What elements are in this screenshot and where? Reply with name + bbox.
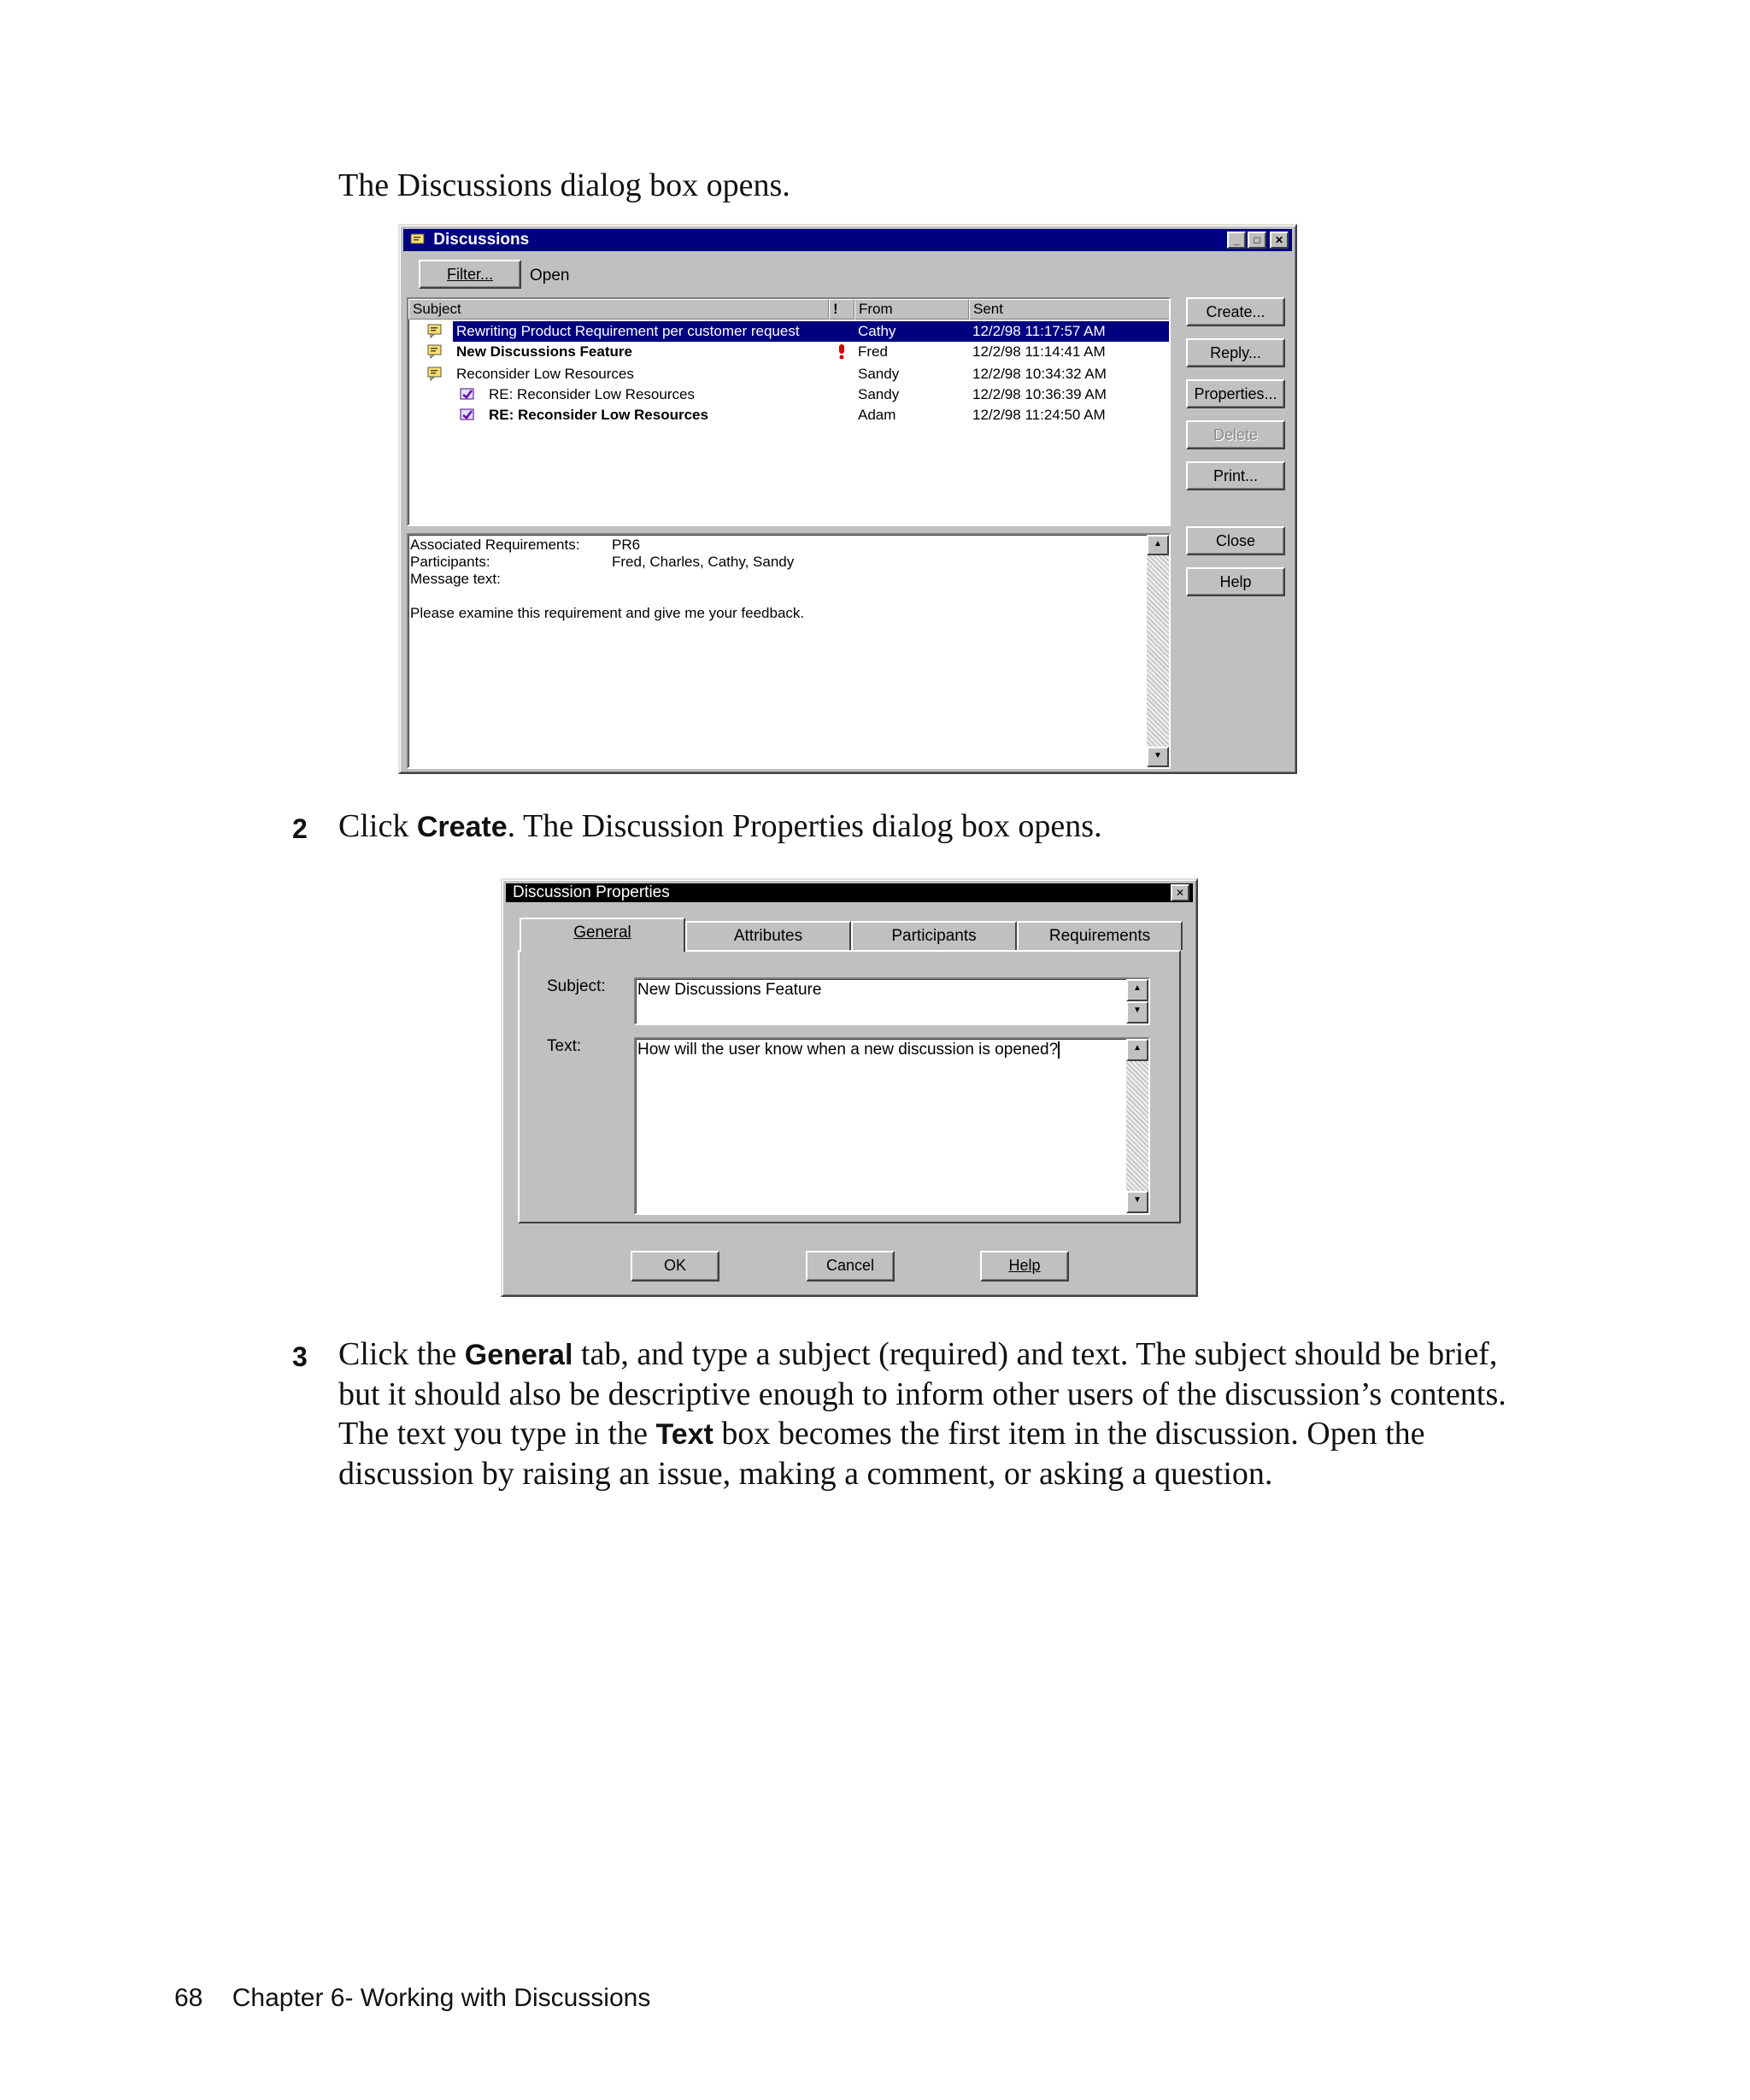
column-header-sent[interactable]: Sent [969, 299, 1171, 320]
table-row[interactable] [408, 342, 1169, 362]
table-row[interactable] [408, 405, 1169, 425]
subject-field-value: New Discussions Feature [637, 981, 822, 999]
cancel-button[interactable]: Cancel [806, 1251, 895, 1282]
tab-general[interactable]: General [520, 918, 685, 952]
assoc-req-value: PR6 [612, 537, 641, 553]
table-row[interactable] [408, 321, 1169, 342]
tab-attributes[interactable]: Attributes [685, 921, 851, 950]
maximize-icon[interactable]: □ [1248, 232, 1266, 249]
discussion-icon [427, 344, 444, 360]
create-keyword: Create [416, 811, 508, 843]
row-sent: 12/2/98 11:17:57 AM [972, 323, 1106, 339]
scroll-down-icon[interactable]: ▼ [1126, 1001, 1148, 1024]
participants-label: Participants: [410, 554, 490, 570]
reply-icon [460, 387, 477, 402]
discussions-title-bar[interactable] [403, 229, 1292, 251]
tab-strip [520, 921, 1177, 952]
properties-title-bar[interactable] [506, 883, 1193, 902]
step-3-number: 3 [292, 1341, 308, 1372]
row-from: Sandy [858, 366, 900, 382]
table-row[interactable] [408, 384, 1169, 405]
discussions-dialog [398, 224, 1297, 774]
delete-button[interactable]: Delete [1186, 420, 1285, 449]
intro-text: The Discussions dialog box opens. [338, 167, 790, 203]
discussion-details[interactable] [407, 533, 1171, 769]
step-2-number: 2 [292, 813, 308, 844]
help-button[interactable]: Help [980, 1251, 1069, 1282]
discussion-properties-dialog [501, 878, 1198, 1297]
details-scrollbar[interactable] [1147, 535, 1169, 767]
text-field-value: How will the user know when a new discussion is opened? [637, 1041, 1059, 1059]
create-button[interactable]: Create... [1186, 297, 1285, 326]
row-from: Sandy [858, 386, 900, 402]
page-number: 68 [174, 1984, 203, 2012]
scroll-down-icon[interactable]: ▼ [1147, 747, 1169, 767]
row-sent: 12/2/98 11:14:41 AM [972, 343, 1106, 360]
discussion-icon [427, 367, 444, 382]
reply-button[interactable]: Reply... [1186, 338, 1285, 367]
column-header-from[interactable]: From [854, 299, 969, 320]
text-scrollbar[interactable] [1126, 1039, 1148, 1213]
close-icon[interactable]: ✕ [1171, 884, 1189, 901]
tab-participants[interactable]: Participants [851, 921, 1017, 950]
step-3-text: Click the General tab, and type a subject (required) and text. The subject should be brief, but it should also be descriptive enough to inform other users of the discussion’s contents. The text you type in the Text box becomes the first item in the discussion. Open the discussion by raising an issue, making a comment, or asking a question. [338, 1336, 1506, 1492]
chapter-title: Chapter 6- Working with Discussions [232, 1984, 651, 2012]
row-subject: New Discussions Feature [456, 343, 632, 360]
row-subject: RE: Reconsider Low Resources [489, 386, 695, 402]
row-from: Cathy [858, 323, 896, 339]
discussions-title: Discussions [433, 231, 530, 249]
participants-value: Fred, Charles, Cathy, Sandy [612, 554, 795, 570]
row-subject: Rewriting Product Requirement per customer request [456, 323, 800, 339]
message-label: Message text: [410, 571, 501, 587]
subject-field[interactable] [634, 977, 1150, 1025]
print-button[interactable]: Print... [1186, 461, 1285, 490]
high-priority-icon [837, 343, 846, 361]
scroll-down-icon[interactable]: ▼ [1126, 1191, 1148, 1213]
text-label: Text: [547, 1037, 582, 1055]
scroll-up-icon[interactable]: ▲ [1126, 979, 1148, 1001]
text-field[interactable] [634, 1037, 1150, 1215]
general-tab-page [518, 950, 1181, 1223]
scroll-up-icon[interactable]: ▲ [1147, 535, 1169, 555]
filter-button[interactable]: Filter... [419, 260, 521, 289]
text-keyword: Text [655, 1418, 714, 1451]
page-footer [174, 1984, 650, 2013]
close-button[interactable]: Close [1186, 526, 1285, 555]
scroll-up-icon[interactable]: ▲ [1126, 1039, 1148, 1061]
properties-button[interactable]: Properties... [1186, 379, 1285, 408]
step-2-text: Click Create. The Discussion Properties dialog box opens. [338, 808, 1102, 844]
column-header-priority[interactable]: ! [829, 299, 854, 320]
row-from: Adam [858, 407, 896, 423]
help-button[interactable]: Help [1186, 567, 1285, 596]
row-sent: 12/2/98 11:24:50 AM [972, 407, 1106, 423]
text-cursor [1058, 1041, 1060, 1059]
reply-icon [460, 408, 477, 423]
close-icon[interactable]: ✕ [1270, 232, 1289, 249]
minimize-icon[interactable]: _ [1227, 232, 1246, 249]
row-subject: Reconsider Low Resources [456, 366, 634, 382]
row-subject: RE: Reconsider Low Resources [489, 407, 708, 423]
row-sent: 12/2/98 10:36:39 AM [972, 386, 1107, 402]
subject-label: Subject: [547, 977, 606, 995]
tab-requirements[interactable]: Requirements [1017, 921, 1183, 950]
discussions-list[interactable] [407, 297, 1171, 526]
table-row[interactable] [408, 364, 1169, 384]
discussion-icon [427, 324, 444, 339]
properties-title: Discussion Properties [513, 883, 670, 901]
message-body: Please examine this requirement and give me your feedback. [410, 605, 805, 621]
assoc-req-label: Associated Requirements: [410, 537, 580, 553]
row-from: Fred [858, 343, 888, 360]
row-sent: 12/2/98 10:34:32 AM [972, 366, 1107, 382]
general-keyword: General [464, 1339, 573, 1371]
column-header-subject[interactable]: Subject [408, 299, 829, 320]
filter-status: Open [530, 267, 570, 284]
discussions-app-icon [410, 233, 426, 247]
ok-button[interactable]: OK [631, 1251, 719, 1282]
